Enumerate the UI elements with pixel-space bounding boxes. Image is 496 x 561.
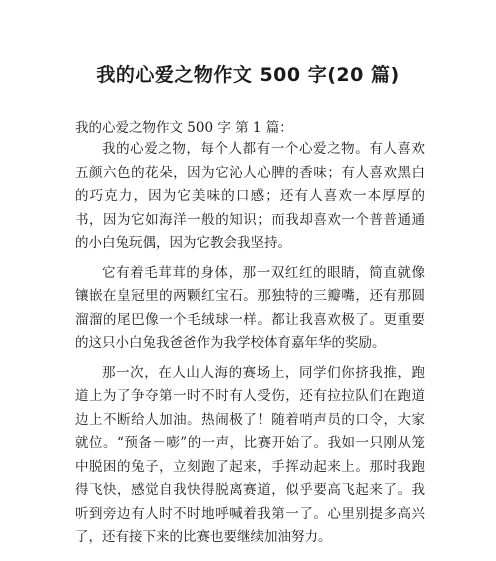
paragraph: 它有着毛茸茸的身体，那一双红红的眼睛，简直就像镶嵌在皇冠里的两颗红宝石。那独特的三瓣嘴，还有那圆溜溜的尾巴像一个毛绒球一样。都让我喜欢极了。更重要的这只小白兔我爸爸作为我学校体育嘉年华的奖励。	[75, 264, 425, 351]
document-subtitle: 我的心爱之物作文 500 字 第 1 篇：	[75, 120, 293, 136]
paragraph: 那一次，在人山人海的赛场上，同学们你挤我推，跑道上为了争夺第一时不时有人受伤，还有拉拉队们在跑道边上不断给人加油。热闹极了！随着哨声员的口令，大家就位。“预备－嘭”的一声，比赛开始了。我如一只刚从笼中脱困的兔子，立刻跑了起来，手挥动起来上。那时我跑得飞快，感觉自我快得脱离赛道，似乎要高飞起来了。我听到旁边有人时不时地呼喊着我第一了。心里别提多高兴了，还有接下来的比赛也要继续加油努力。	[75, 364, 425, 545]
paragraph: 我的心爱之物，每个人都有一个心爱之物。有人喜欢五颜六色的花朵，因为它沁人心脾的香味；有人喜欢黑白的巧克力，因为它美味的口感；还有人喜欢一本厚厚的书，因为它如海洋一般的知识；而我却喜欢一个普普通通的小白兔玩偶，因为它教会我坚持。	[75, 141, 425, 251]
document-body	[75, 138, 425, 556]
document-title: 我的心爱之物作文 500 字(20 篇)	[96, 64, 400, 86]
